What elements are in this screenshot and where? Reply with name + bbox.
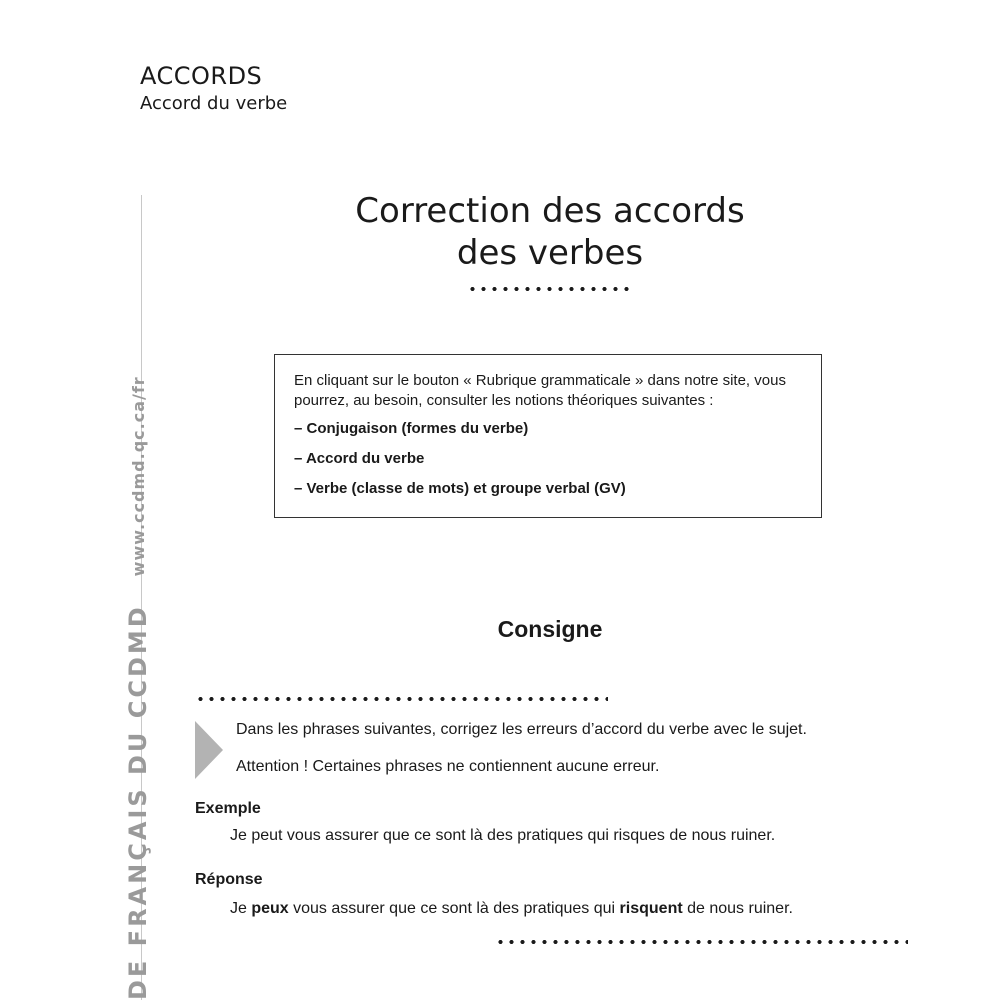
info-item-accord: – Accord du verbe — [294, 450, 425, 467]
answer-sentence — [230, 900, 793, 918]
section-title: ACCORDS — [140, 62, 263, 90]
example-sentence: Je peut vous assurer que ce sont là des pratiques qui risques de nous ruiner. — [230, 827, 776, 844]
answer-text-3: de nous ruiner. — [682, 900, 793, 917]
answer-text-2: vous assurer que ce sont là des pratiques qui — [288, 900, 620, 917]
side-banner — [124, 376, 152, 1000]
dotted-divider-consigne — [195, 697, 608, 701]
info-intro: En cliquant sur le bouton « Rubrique grammaticale » dans notre site, vous pourrez, au besoin, consulter les notions théoriques suivantes : — [294, 372, 786, 409]
instruction-line-2: Attention ! Certaines phrases ne contiennent aucune erreur. — [236, 758, 660, 775]
arrow-marker-icon — [195, 721, 223, 779]
section-subtitle: Accord du verbe — [140, 93, 288, 114]
side-brand: DE FRANÇAIS DU CCDMD — [124, 604, 152, 1000]
page-title-line1: Correction des accords — [355, 191, 745, 231]
instruction-line-1: Dans les phrases suivantes, corrigez les erreurs d’accord du verbe avec le sujet. — [236, 721, 807, 738]
info-item-verbe: – Verbe (classe de mots) et groupe verbal (GV) — [294, 480, 626, 497]
answer-label: Réponse — [195, 871, 263, 888]
info-item-conjugaison: – Conjugaison (formes du verbe) — [294, 420, 529, 437]
page-title — [300, 190, 800, 274]
example-label: Exemple — [195, 800, 261, 817]
dotted-divider-title — [467, 287, 632, 291]
info-box — [274, 354, 822, 518]
consigne-heading: Consigne — [497, 616, 603, 642]
answer-text-1: Je — [230, 900, 252, 917]
dotted-divider-bottom — [495, 940, 908, 944]
answer-correction-1: peux — [251, 900, 289, 917]
page-title-line2: des verbes — [456, 233, 644, 273]
side-url: www.ccdmd.qc.ca/fr — [128, 376, 148, 577]
answer-correction-2: risquent — [619, 900, 683, 917]
